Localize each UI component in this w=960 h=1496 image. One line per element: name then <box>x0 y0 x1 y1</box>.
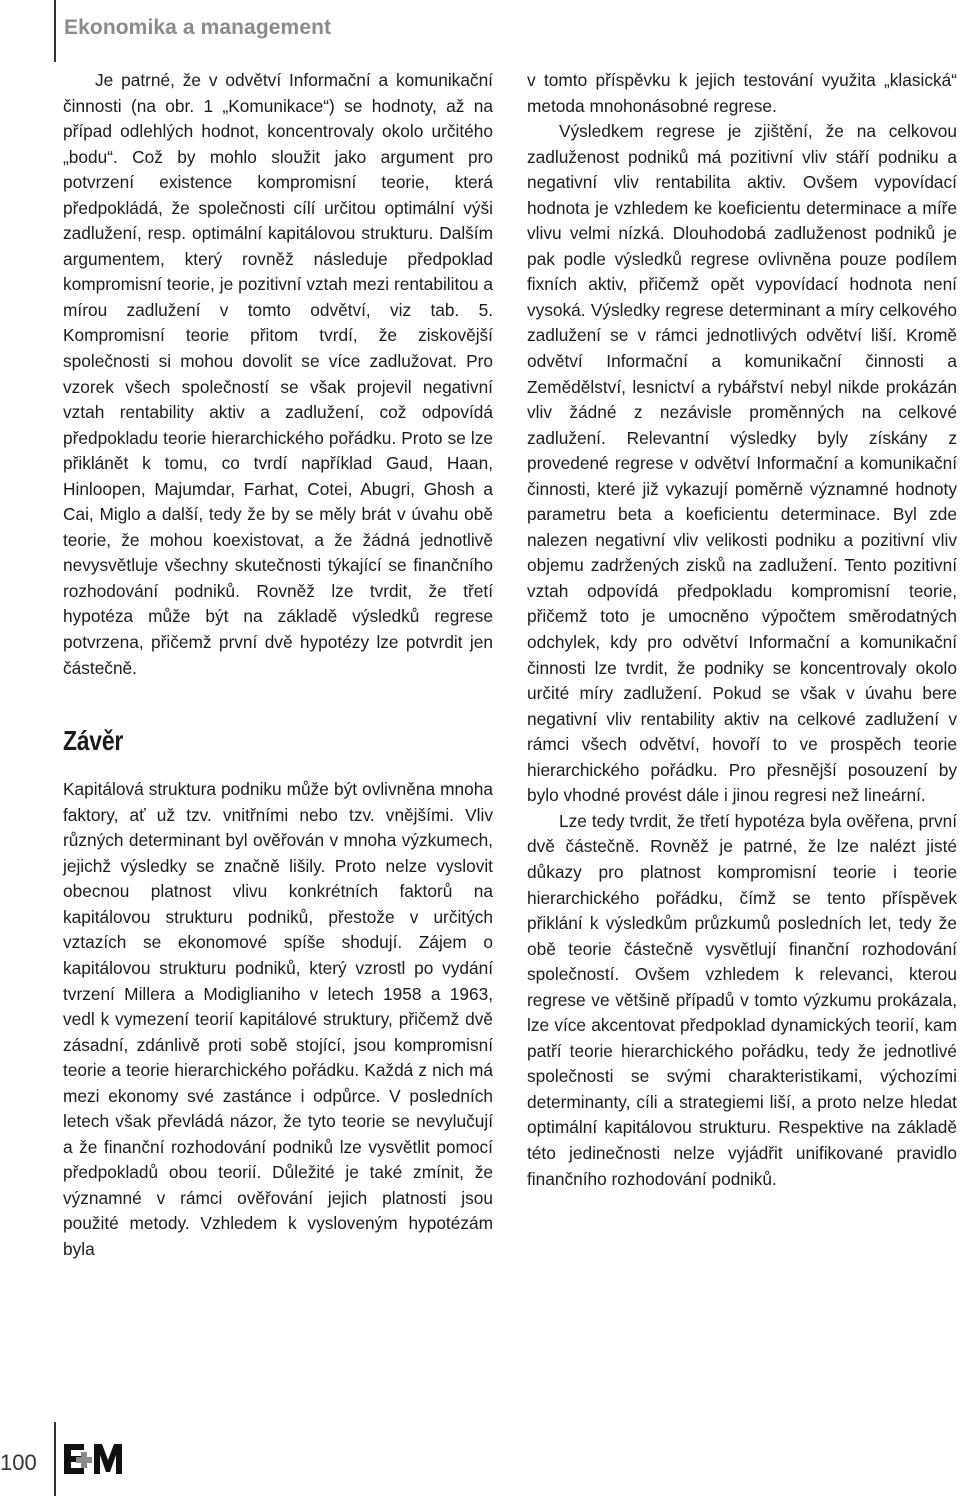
left-paragraph-2: Kapitálová struktura podniku může být ovlivněna mnoha faktory, ať už tzv. vnitřními nebo tzv. vnějšími. Vliv různých determinant byl ověřován v mnoha výzkumech, jejichž výsledky se značně lišily. Proto nelze vyslovit obecnou platnost vlivu konkrétních faktorů na kapitálovou strukturu podniků, přestože v určitých vztazích se ekonomové spíše shodují. Zájem o kapitálovou strukturu podniků, který vzrostl po vydání tvrzení Millera a Modiglianiho v letech 1958 a 1963, vedl k vymezení teorií kapitálové struktury, přičemž dvě zásadní, zdánlivě proti sobě stojící, jsou kompromisní teorie a teorie hierarchického pořádku. Každá z nich má mezi ekonomy své zastánce i odpůrce. V posledních letech však převládá názor, že tyto teorie se nevylučují a že finanční rozhodování podniků lze vysvětlit pomocí předpokladů obou teorií. Důležité je také zmínit, že významné v rámci ověřování jejich platnosti jsou použité metody. Vzhledem k vysloveným hypotézám byla <box>63 779 493 1259</box>
page-number: 100 <box>0 1450 37 1475</box>
header-vertical-rule <box>54 0 56 62</box>
right-paragraph-1: v tomto příspěvku k jejich testování využita „klasická“ metoda mnohonásobné regrese. <box>527 70 957 116</box>
running-head-title: Ekonomika a management <box>64 16 332 39</box>
left-column <box>63 68 493 1263</box>
left-paragraph-1: Je patrné, že v odvětví Informační a komunikační činnosti (na obr. 1 „Komunikace“) se hodnoty, až na případ odlehlých hodnot, koncentrovaly okolo určitého „bodu“. Což by mohlo sloužit jako argument pro potvrzení existence kompromisní teorie, která předpokládá, že společnosti cílí určitou optimální výši zadlužení, resp. optimální kapitálovou strukturu. Dalším argumentem, který rovněž následuje předpoklad kompromisní teorie, je pozitivní vztah mezi rentabilitou a mírou zadlužení v tomto odvětví, viz tab. 5. Kompromisní teorie přitom tvrdí, že ziskovější společnosti si mohou dovolit se více zadlužovat. Pro vzorek všech společností se však projevil negativní vztah rentability aktiv a zadlužení, což odpovídá předpokladu teorie hierarchického pořádku. Proto se lze přiklánět k tomu, co tvrdí například Gaud, Haan, Hinloopen, Majumdar, Farhat, Cotei, Abugri, Ghosh a Cai, Miglo a další, tedy že by se měly brát v úvahu obě teorie, že mohou koexistovat, a že žádná jednotlivě nevysvětluje všechny skutečnosti týkající se finančního rozhodování podniků. Rovněž lze tvrdit, že třetí hypotéza může být na základě výsledků regrese potvrzena, přičemž první dvě hypotézy lze potvrdit jen částečně. <box>63 70 493 678</box>
right-column <box>527 68 957 1192</box>
em-logo-icon <box>62 1440 136 1478</box>
section-heading-zaver: Závěr <box>63 725 124 757</box>
right-paragraph-3: Lze tedy tvrdit, že třetí hypotéza byla ověřena, první dvě částečně. Rovněž je patrné, že lze nalézt jisté důkazy pro platnost kompromisní teorie i teorie hierarchického pořádku, čímž se tento příspěvek přiklání k výsledkům průzkumů posledních let, tedy že obě teorie částečně vysvětlují finanční rozhodování společností. Ovšem vzhledem k relevanci, kterou regrese ve většině případů v tomto výzkumu prokázala, lze více akcentovat předpoklad dynamických teorií, kam patří teorie hierarchického pořádku, tedy že jednotlivé společnosti se svými charakteristikami, výchozími determinanty, cíli a strategiemi liší, a proto nelze hledat optimální kapitálovou strukturu. Respektive na základě této jedinečnosti nelze vyjádřit unifikované pravidlo finančního rozhodování podniků. <box>527 810 957 1189</box>
right-paragraph-2: Výsledkem regrese je zjištění, že na celkovou zadluženost podniků má pozitivní vliv stáří podniku a negativní vliv rentabilita aktiv. Ovšem vypovídací hodnota je vzhledem ke koeficientu determinace a míře vlivu velmi nízká. Dlouhodobá zadluženost podniků je pak podle výsledků regrese ovlivněna pouze podílem fixních aktiv, přičemž opět vypovídací hodnota není vysoká. Výsledky regrese determinant a míry celkového zadlužení se v rámci jednotlivých odvětví liší. Kromě odvětví Informační a komunikační činnosti a Zemědělství, lesnictví a rybářství nebyl nikde prokázán vliv žádné z nezávisle proměnných na celkové zadlužení. Relevantní výsledky byly získány z provedené regrese v odvětví Informační a komunikační činnosti, které již vykazují poměrně významné hodnoty parametru beta a koeficientu determinace. Byl zde nalezen negativní vliv velikosti podniku a pozitivní vliv objemu zadržených zisků na zadlužení. Tento pozitivní vztah odpovídá předpokladu kompromisní teorie, přičemž toto je umocněno výpočtem směrodatných odchylek, kdy pro odvětví Informační a komunikační činnosti lze tvrdit, že podniky se koncentrovaly okolo určité míry zadlužení. Pokud se však v úvahu bere negativní vliv rentability aktiv na celkové zadlužení v rámci všech odvětví, hovoří to ve prospěch teorie hierarchického pořádku. Pro přesnější posouzení by bylo vhodné provést dále i jinou regresi než lineární. <box>527 121 957 806</box>
footer-vertical-rule <box>54 1422 56 1496</box>
